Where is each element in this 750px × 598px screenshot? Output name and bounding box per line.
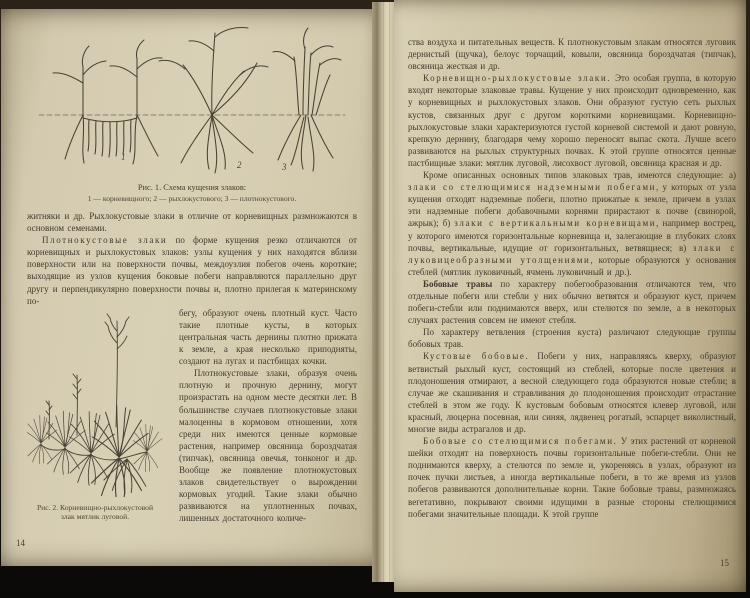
- paragraph-text: Побеги у них, направляясь кверху, образуют ветвистый рыхлый куст, состоящий из стеблей, которые после цветения и плодоношения отмирают, а весной следующего года образуются новые стебли; в случае же скашивания и стравливания до плодоношения происходит отрастание стеблей в этом же году. К кустовым бобовым относятся клевер луговой, или красный, люцерна посевная, или синяя, лядвенец рогатый, эспарцет виколистный, многие виды астрагалов и др.: [408, 351, 736, 434]
- paragraph-text: , которые образуются у основания стеблей (мятлик луковичный, ячмень луковичный и др.).: [408, 254, 736, 277]
- figure-1-caption-title: Рис. 1. Схема кущения злаков:: [137, 183, 247, 192]
- paragraph: [408, 350, 736, 435]
- text-flow-with-figure: [27, 307, 357, 525]
- bold-term: Бобовые травы: [423, 278, 493, 289]
- meadow-grass-sketch: [27, 314, 162, 497]
- paragraph: По характеру ветвления (строения куста) различают следующие группы бобовых трав.: [408, 327, 736, 350]
- tillering-scheme-sketch: [39, 27, 345, 173]
- left-page-body: [1, 9, 372, 566]
- spaced-term: злаки с луковицеобразными утолщениями: [408, 242, 736, 265]
- right-page-body: [394, 0, 746, 592]
- paragraph-text: У этих растений от корневой шейки отходят на поверхность почвы горизонтальные побеги-стебли. Они не поднимаются кверху, а стелются по земле и, укореняясь в узлах, образуют из почек пучки листьев, а иногда вертикальные побеги, в то же время из узлов побегов развиваются дополнительные корни. Такие бобовые травы, размножаясь вегетативно, покрывают своими идущими в разные стороны стелющимися побегами значительные площади. К этой группе: [408, 436, 736, 519]
- paragraph: [408, 72, 736, 169]
- paragraph-text: по форме кущения резко отличаются от корневищных и рыхлокустовых злаков: узлы кущения у них находятся вблизи поверхности или на поверхности почвы, междоузлия побегов очень короткие; выходящие из узлов кущения боковые побеги направляются параллельно друг другу и перпендикулярно поверхности почвы и, плотно прилегая к материнскому по-: [27, 235, 357, 306]
- figure-1-caption-legend: 1 — корневищного; 2 — рыхлокустового; 3 — плотнокустового.: [87, 194, 297, 203]
- spaced-term: Кустовые бобовые.: [423, 351, 530, 362]
- plant-3-dense-bunch: [273, 28, 341, 171]
- figure-2-illustration: [27, 309, 171, 497]
- right-page: [394, 0, 746, 592]
- page-number-left: 14: [16, 538, 25, 548]
- plant-1-rhizomatous: [53, 40, 162, 164]
- figure-1: [27, 17, 357, 182]
- spaced-term: Корневищно-рыхлокустовые злаки.: [423, 73, 612, 84]
- paragraph-text: , например вострец, у которого имеются горизонтальные корневища и, залегающие в глубоких слоях почвы, вертикальные, идущие от горизонтальных, ветвящиеся; в): [408, 218, 736, 253]
- paragraph-text: по характеру побегообразования отличаются тем, что отдельные побеги или стебли у них обычно ветвятся и образуют куст, причем побеги-стебли или поднимаются вверх, или стелются по земле, а в некоторых случаях растения совсем не имеют стебля.: [408, 278, 736, 326]
- page-number-right: 15: [720, 558, 729, 568]
- spaced-term: Бобовые со стелющимися побегами.: [423, 436, 618, 447]
- figure-2: [27, 309, 171, 522]
- paragraph-text: , у которых от узла кущения отходят надземные побеги, плотно прижатые к земле, причем в узлах эти надземные побеги добавочными корнями прирастают к почве (свинорой, ажрык); б): [408, 182, 737, 229]
- paragraph: [27, 234, 357, 307]
- plant-2-loose-bunch: [159, 27, 268, 173]
- page-gutter: [372, 2, 394, 582]
- paragraph: [408, 169, 736, 278]
- figure-1-label-1: 1: [121, 152, 126, 162]
- figure-2-caption-line: злак мятлик луговой.: [60, 512, 130, 522]
- figure-1-illustration: [27, 17, 357, 177]
- left-page: [1, 9, 372, 566]
- figure-2-caption-line: Рис. 2. Корневищно-рыхлокустовой: [36, 502, 154, 512]
- paragraph-text: Это особая группа, в которую входят некоторые злаковые травы. Кущение у них происходит одновременно, как у корневищных и рыхлокустовых злаков. Они образуют густую сеть рыхлых кустов, связанных друг с другом короткими корневищами. Корневищно-рыхлокустовые злаки характеризуются густой корневой системой и дают ровную, крепкую дернину, благодаря чему хорошо переносят выпас скота. Лучше всего развиваются на рыхлых структурных почвах. К этой группе относятся ценные пастбищные злаки: мятлик луговой, лисохвост луговой, овсяница красная и др.: [408, 73, 737, 168]
- paragraph: [408, 435, 736, 520]
- paragraph: [408, 278, 736, 326]
- paragraph-text: Кроме описанных основных типов злаковых трав, имеются следующие: а): [423, 170, 736, 181]
- spaced-term: Плотнокустовые злаки: [42, 235, 168, 246]
- spaced-term: злаки со стелющимися надземными побегами: [408, 182, 657, 193]
- figure-1-label-2: 2: [237, 160, 242, 170]
- paragraph: житняки и др. Рыхлокустовые злаки в отличие от корневищных размножаются в основном семенами.: [27, 211, 357, 234]
- spaced-term: злаки с вертикальными корневищами: [454, 218, 657, 229]
- paragraph: ства воздуха и питательных веществ. К плотнокустовым злакам относятся луговик дернистый (щучка), белоус торчащий, ковыли, овсяница бороздчатая (типчак), овсяница жесткая и др.: [408, 37, 736, 72]
- figure-1-label-3: 3: [282, 162, 287, 172]
- figure-2-caption: [27, 503, 171, 522]
- paragraph: бегу, образуют очень плотный куст. Часто такие плотные кусты, в которых центральная часть дернины плотно прижата к земле, а края несколько приподняты, создают на лугах и пастбищах кочки.: [179, 307, 357, 367]
- paragraph: Плотнокустовые злаки, образуя очень плотную и прочную дернину, могут произрастать на одном месте десятки лет. В большинстве случаев плотнокустовые злаки малоценны в кормовом отношении, хотя среди них имеются ценные кормовые растения, например овсяница бороздчатая (типчак), овсяница овечья, тонконог и др. Вообще же появление плотнокустовых злаков свидетельствует о вырождении кормовых угодий. Такие злаки обычно развиваются на уплотненных почвах, лишенных достаточного количе-: [179, 368, 357, 524]
